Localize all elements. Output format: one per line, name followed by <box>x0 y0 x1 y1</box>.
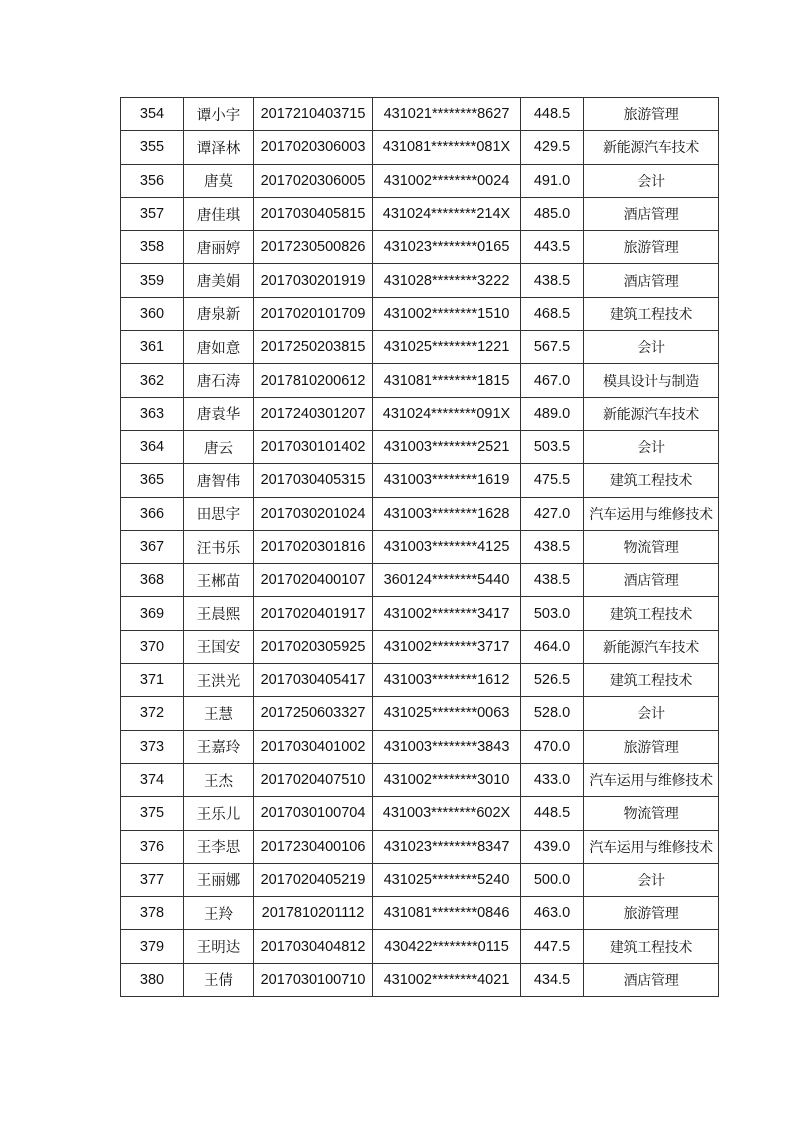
student-name-cell: 王国安 <box>184 630 254 663</box>
major-cell: 模具设计与制造 <box>584 364 719 397</box>
major-cell: 新能源汽车技术 <box>584 630 719 663</box>
exam-number-cell: 2017030201919 <box>254 264 373 297</box>
id-number-cell: 431024********091X <box>373 397 521 430</box>
student-name-cell: 王嘉玲 <box>184 730 254 763</box>
table-row <box>121 231 719 264</box>
major-cell: 会计 <box>584 331 719 364</box>
major-cell: 会计 <box>584 697 719 730</box>
student-name-cell: 王倩 <box>184 963 254 996</box>
score-cell: 448.5 <box>521 797 584 830</box>
row-number-cell: 376 <box>121 830 184 863</box>
row-number-cell: 365 <box>121 464 184 497</box>
exam-number-cell: 2017020305925 <box>254 630 373 663</box>
exam-number-cell: 2017030201024 <box>254 497 373 530</box>
score-cell: 467.0 <box>521 364 584 397</box>
exam-number-cell: 2017030404812 <box>254 930 373 963</box>
table-row <box>121 664 719 697</box>
table-row <box>121 963 719 996</box>
student-name-cell: 谭小宇 <box>184 98 254 131</box>
row-number-cell: 378 <box>121 897 184 930</box>
exam-number-cell: 2017230400106 <box>254 830 373 863</box>
id-number-cell: 431002********3717 <box>373 630 521 663</box>
score-cell: 567.5 <box>521 331 584 364</box>
score-cell: 489.0 <box>521 397 584 430</box>
score-cell: 463.0 <box>521 897 584 930</box>
major-cell: 物流管理 <box>584 530 719 563</box>
score-cell: 475.5 <box>521 464 584 497</box>
score-cell: 447.5 <box>521 930 584 963</box>
id-number-cell: 431003********1628 <box>373 497 521 530</box>
exam-number-cell: 2017020400107 <box>254 564 373 597</box>
student-name-cell: 汪书乐 <box>184 530 254 563</box>
table-row <box>121 564 719 597</box>
id-number-cell: 431003********3843 <box>373 730 521 763</box>
row-number-cell: 380 <box>121 963 184 996</box>
student-name-cell: 王杰 <box>184 763 254 796</box>
table-row <box>121 697 719 730</box>
id-number-cell: 431002********3010 <box>373 763 521 796</box>
major-cell: 新能源汽车技术 <box>584 131 719 164</box>
score-cell: 526.5 <box>521 664 584 697</box>
student-name-cell: 田思宇 <box>184 497 254 530</box>
major-cell: 汽车运用与维修技术 <box>584 497 719 530</box>
major-cell: 建筑工程技术 <box>584 464 719 497</box>
major-cell: 旅游管理 <box>584 730 719 763</box>
major-cell: 酒店管理 <box>584 197 719 230</box>
major-cell: 新能源汽车技术 <box>584 397 719 430</box>
id-number-cell: 431003********1619 <box>373 464 521 497</box>
score-cell: 503.5 <box>521 430 584 463</box>
score-cell: 438.5 <box>521 264 584 297</box>
major-cell: 旅游管理 <box>584 231 719 264</box>
score-cell: 448.5 <box>521 98 584 131</box>
id-number-cell: 431002********4021 <box>373 963 521 996</box>
row-number-cell: 369 <box>121 597 184 630</box>
row-number-cell: 368 <box>121 564 184 597</box>
table-row <box>121 164 719 197</box>
score-cell: 434.5 <box>521 963 584 996</box>
student-name-cell: 王慧 <box>184 697 254 730</box>
table-row <box>121 830 719 863</box>
table-row <box>121 597 719 630</box>
score-cell: 433.0 <box>521 763 584 796</box>
major-cell: 会计 <box>584 164 719 197</box>
student-name-cell: 王洪光 <box>184 664 254 697</box>
score-cell: 491.0 <box>521 164 584 197</box>
id-number-cell: 431002********3417 <box>373 597 521 630</box>
exam-number-cell: 2017230500826 <box>254 231 373 264</box>
row-number-cell: 357 <box>121 197 184 230</box>
exam-number-cell: 2017210403715 <box>254 98 373 131</box>
major-cell: 酒店管理 <box>584 264 719 297</box>
major-cell: 建筑工程技术 <box>584 297 719 330</box>
table-row <box>121 930 719 963</box>
student-name-cell: 唐袁华 <box>184 397 254 430</box>
exam-number-cell: 2017030401002 <box>254 730 373 763</box>
exam-number-cell: 2017020301816 <box>254 530 373 563</box>
row-number-cell: 374 <box>121 763 184 796</box>
table-row <box>121 797 719 830</box>
exam-number-cell: 2017020405219 <box>254 863 373 896</box>
row-number-cell: 367 <box>121 530 184 563</box>
id-number-cell: 431025********5240 <box>373 863 521 896</box>
major-cell: 物流管理 <box>584 797 719 830</box>
score-cell: 439.0 <box>521 830 584 863</box>
row-number-cell: 360 <box>121 297 184 330</box>
row-number-cell: 363 <box>121 397 184 430</box>
student-name-cell: 王晨熙 <box>184 597 254 630</box>
id-number-cell: 431002********0024 <box>373 164 521 197</box>
exam-number-cell: 2017020306005 <box>254 164 373 197</box>
table-row <box>121 297 719 330</box>
major-cell: 旅游管理 <box>584 98 719 131</box>
table-row <box>121 530 719 563</box>
score-cell: 464.0 <box>521 630 584 663</box>
exam-number-cell: 2017810201112 <box>254 897 373 930</box>
score-cell: 485.0 <box>521 197 584 230</box>
table-row <box>121 98 719 131</box>
student-name-cell: 唐智伟 <box>184 464 254 497</box>
student-name-cell: 唐佳琪 <box>184 197 254 230</box>
major-cell: 会计 <box>584 430 719 463</box>
row-number-cell: 354 <box>121 98 184 131</box>
score-cell: 503.0 <box>521 597 584 630</box>
table-row <box>121 863 719 896</box>
exam-number-cell: 2017020407510 <box>254 763 373 796</box>
table-row <box>121 264 719 297</box>
exam-number-cell: 2017030405417 <box>254 664 373 697</box>
exam-number-cell: 2017810200612 <box>254 364 373 397</box>
exam-number-cell: 2017020401917 <box>254 597 373 630</box>
table-row <box>121 397 719 430</box>
id-number-cell: 431028********3222 <box>373 264 521 297</box>
table-row <box>121 430 719 463</box>
table-row <box>121 730 719 763</box>
exam-number-cell: 2017030100710 <box>254 963 373 996</box>
row-number-cell: 355 <box>121 131 184 164</box>
id-number-cell: 431025********0063 <box>373 697 521 730</box>
exam-number-cell: 2017250203815 <box>254 331 373 364</box>
id-number-cell: 431081********081X <box>373 131 521 164</box>
row-number-cell: 372 <box>121 697 184 730</box>
row-number-cell: 356 <box>121 164 184 197</box>
exam-number-cell: 2017030100704 <box>254 797 373 830</box>
row-number-cell: 379 <box>121 930 184 963</box>
row-number-cell: 377 <box>121 863 184 896</box>
exam-number-cell: 2017020306003 <box>254 131 373 164</box>
table-row <box>121 331 719 364</box>
student-name-cell: 唐如意 <box>184 331 254 364</box>
score-cell: 443.5 <box>521 231 584 264</box>
major-cell: 汽车运用与维修技术 <box>584 763 719 796</box>
score-cell: 500.0 <box>521 863 584 896</box>
major-cell: 建筑工程技术 <box>584 930 719 963</box>
row-number-cell: 361 <box>121 331 184 364</box>
student-name-cell: 唐石涛 <box>184 364 254 397</box>
student-name-cell: 唐云 <box>184 430 254 463</box>
id-number-cell: 431002********1510 <box>373 297 521 330</box>
student-name-cell: 王李思 <box>184 830 254 863</box>
student-name-cell: 唐美娟 <box>184 264 254 297</box>
id-number-cell: 360124********5440 <box>373 564 521 597</box>
id-number-cell: 430422********0115 <box>373 930 521 963</box>
table-row <box>121 131 719 164</box>
student-name-cell: 王明达 <box>184 930 254 963</box>
row-number-cell: 362 <box>121 364 184 397</box>
table-row <box>121 763 719 796</box>
id-number-cell: 431024********214X <box>373 197 521 230</box>
id-number-cell: 431023********8347 <box>373 830 521 863</box>
id-number-cell: 431023********0165 <box>373 231 521 264</box>
student-name-cell: 王乐儿 <box>184 797 254 830</box>
major-cell: 酒店管理 <box>584 963 719 996</box>
student-name-cell: 唐丽婷 <box>184 231 254 264</box>
score-cell: 528.0 <box>521 697 584 730</box>
score-cell: 429.5 <box>521 131 584 164</box>
id-number-cell: 431081********1815 <box>373 364 521 397</box>
major-cell: 建筑工程技术 <box>584 597 719 630</box>
table-row <box>121 897 719 930</box>
id-number-cell: 431003********602X <box>373 797 521 830</box>
score-cell: 438.5 <box>521 530 584 563</box>
major-cell: 酒店管理 <box>584 564 719 597</box>
student-name-cell: 谭泽林 <box>184 131 254 164</box>
id-number-cell: 431021********8627 <box>373 98 521 131</box>
major-cell: 建筑工程技术 <box>584 664 719 697</box>
row-number-cell: 364 <box>121 430 184 463</box>
score-cell: 438.5 <box>521 564 584 597</box>
table-row <box>121 364 719 397</box>
exam-number-cell: 2017030101402 <box>254 430 373 463</box>
table-body <box>121 98 719 997</box>
exam-number-cell: 2017250603327 <box>254 697 373 730</box>
table-row <box>121 464 719 497</box>
row-number-cell: 359 <box>121 264 184 297</box>
student-name-cell: 王丽娜 <box>184 863 254 896</box>
score-cell: 427.0 <box>521 497 584 530</box>
exam-number-cell: 2017020101709 <box>254 297 373 330</box>
row-number-cell: 370 <box>121 630 184 663</box>
exam-number-cell: 2017240301207 <box>254 397 373 430</box>
row-number-cell: 371 <box>121 664 184 697</box>
id-number-cell: 431003********1612 <box>373 664 521 697</box>
student-name-cell: 王羚 <box>184 897 254 930</box>
row-number-cell: 358 <box>121 231 184 264</box>
table-row <box>121 497 719 530</box>
student-name-cell: 唐莫 <box>184 164 254 197</box>
table-row <box>121 197 719 230</box>
student-name-cell: 唐泉新 <box>184 297 254 330</box>
score-cell: 468.5 <box>521 297 584 330</box>
score-cell: 470.0 <box>521 730 584 763</box>
id-number-cell: 431025********1221 <box>373 331 521 364</box>
student-score-table <box>120 97 719 997</box>
major-cell: 旅游管理 <box>584 897 719 930</box>
exam-number-cell: 2017030405815 <box>254 197 373 230</box>
id-number-cell: 431081********0846 <box>373 897 521 930</box>
table-row <box>121 630 719 663</box>
id-number-cell: 431003********2521 <box>373 430 521 463</box>
row-number-cell: 375 <box>121 797 184 830</box>
exam-number-cell: 2017030405315 <box>254 464 373 497</box>
student-name-cell: 王郴苗 <box>184 564 254 597</box>
id-number-cell: 431003********4125 <box>373 530 521 563</box>
row-number-cell: 373 <box>121 730 184 763</box>
major-cell: 汽车运用与维修技术 <box>584 830 719 863</box>
major-cell: 会计 <box>584 863 719 896</box>
row-number-cell: 366 <box>121 497 184 530</box>
